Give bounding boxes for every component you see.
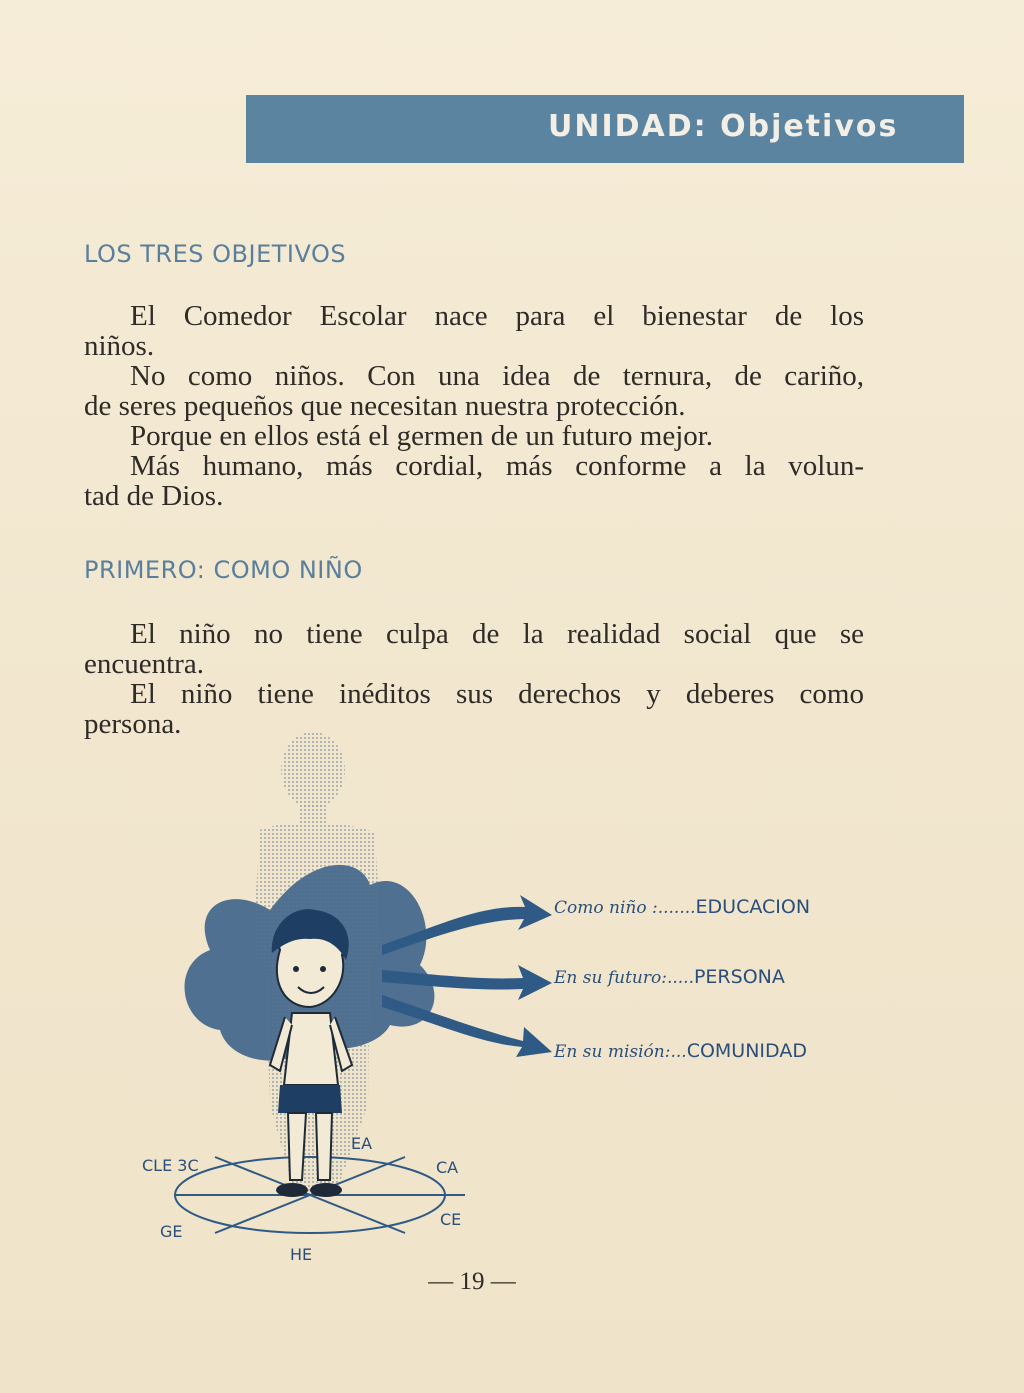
text-line: Porque en ellos está el germen de un futuro mejor. [130, 420, 714, 452]
section-heading-como-nino: PRIMERO: COMO NIÑO [84, 556, 363, 584]
compass-label-ce: CE [440, 1210, 462, 1229]
arrow-label-education [554, 896, 810, 918]
text-line: El Comedor Escolar nace para el bienestar de los [130, 300, 864, 332]
compass-label-cle: CLE 3C [142, 1156, 199, 1175]
label-prefix: Como niño :....... [554, 898, 696, 918]
compass-label-ge: GE [160, 1222, 183, 1241]
text-line: encuentra. [84, 648, 204, 680]
unit-banner [246, 95, 964, 163]
text-line: tad de Dios. [84, 480, 224, 512]
section-heading-objectives: LOS TRES OBJETIVOS [84, 240, 347, 268]
label-value: COMUNIDAD [686, 1040, 807, 1062]
label-prefix: En su misión:... [554, 1042, 687, 1062]
text-line: El niño tiene inéditos sus derechos y deberes como [130, 678, 864, 710]
label-prefix: En su futuro:..... [554, 968, 694, 988]
text-line: de seres pequeños que necesitan nuestra protección. [84, 390, 686, 422]
label-value: EDUCACION [695, 896, 811, 918]
page-number: — 19 — [428, 1268, 516, 1295]
text-line: persona. [84, 708, 182, 740]
child-illustration [120, 725, 860, 1270]
label-value: PERSONA [693, 966, 785, 988]
nino-paragraph [84, 619, 864, 739]
text-line: No como niños. Con una idea de ternura, de cariño, [130, 360, 864, 392]
arrow-label-comunidad [554, 1040, 807, 1062]
compass-label-ea: EA [351, 1134, 373, 1153]
intro-paragraph [84, 301, 864, 511]
arrow-label-persona [554, 966, 785, 988]
banner-title: UNIDAD: Objetivos [548, 109, 899, 144]
text-line: Más humano, más cordial, más conforme a la volun- [130, 450, 864, 482]
compass-label-he: HE [290, 1245, 313, 1264]
compass-label-ca: CA [436, 1158, 459, 1177]
text-line: El niño no tiene culpa de la realidad social que se [130, 618, 864, 650]
text-line: niños. [84, 330, 155, 362]
